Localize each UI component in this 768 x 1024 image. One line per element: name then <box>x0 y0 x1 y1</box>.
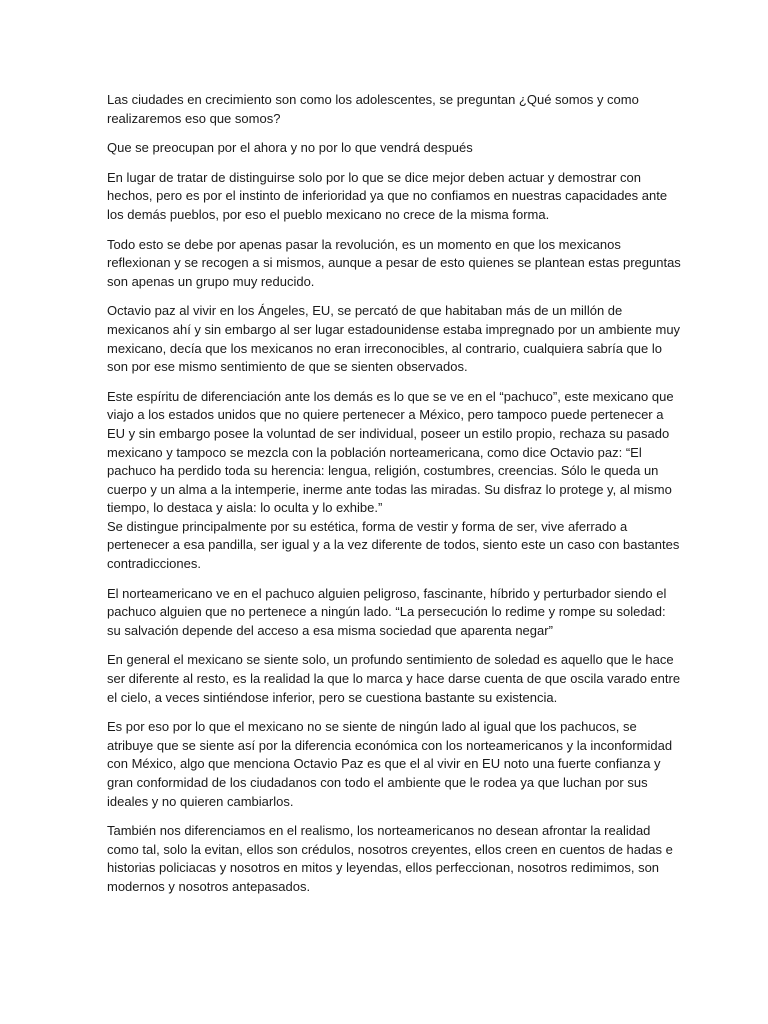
paragraph-7: Se distingue principalmente por su estética, forma de vestir y forma de ser, vive aferrado a pertenecer a esa pandilla, ser igual y a la vez diferente de todos, siento este un caso con bastantes contradicciones. <box>107 518 680 572</box>
paragraph-2: Que se preocupan por el ahora y no por lo que vendrá después <box>107 140 473 156</box>
paragraph-5: Octavio paz al vivir en los Ángeles, EU, se percató de que habitaban más de un millón de mexicanos ahí y sin embargo al ser lugar estadounidense estaba impregnado por un ambiente muy mexicano, decía que los mexicanos no eran irreconocibles, al contrario, cualquiera sabría que lo son por ese mismo sentimiento de que se sienten observados. <box>107 303 681 375</box>
paragraph-4: Todo esto se debe por apenas pasar la revolución, es un momento en que los mexicanos reflexionan y se recogen a si mismos, aunque a pesar de esto quienes se plantean estas preguntas son apenas un grupo muy reducido. <box>107 236 681 289</box>
paragraph-6: Este espíritu de diferenciación ante los demás es lo que se ve en el “pachuco”, este mexicano que viajo a los estados unidos que no quiere pertenecer a México, pero tampoco puede pertenecer a EU y sin embargo posee la voluntad de ser individual, poseer un estilo propio, rechaza su pasado mexicano y tampoco se mezcla con la población norteamericana, como dice Octavio paz: “El pachuco ha perdido toda su herencia: lengua, religión, costumbres, creencias. Sólo le queda un cuerpo y un alma a la intemperie, inerme ante todas las miradas. Su disfraz lo protege y, al mismo tiempo, lo destaca y aisla: lo oculta y lo exhibe.” <box>107 388 674 516</box>
paragraph-1: Las ciudades en crecimiento son como los adolescentes, se preguntan ¿Qué somos y como realizaremos eso que somos? <box>107 92 639 126</box>
paragraph-9: En general el mexicano se siente solo, un profundo sentimiento de soledad es aquello que le hace ser diferente al resto, es la realidad la que lo marca y hace darse cuenta de que oscila varado entre el cielo, a veces sintiéndose inferior, pero se cuestiona bastante su existencia. <box>107 652 681 705</box>
paragraph-11: También nos diferenciamos en el realismo, los norteamericanos no desean afrontar la realidad como tal, solo la evitan, ellos son crédulos, nosotros creyentes, ellos creen en cuentos de hadas e historias policiacas y nosotros en mitos y leyendas, ellos perfeccionan, nosotros redimimos, son modernos y nosotros antepasados. <box>107 823 673 894</box>
paragraph-8: El norteamericano ve en el pachuco alguien peligroso, fascinante, híbrido y perturbador siendo el pachuco alguien que no pertenece a ningún lado. “La persecución lo redime y rompe su soledad: su salvación depende del acceso a esa misma sociedad que aparenta negar” <box>107 585 667 638</box>
paragraph-10: Es por eso por lo que el mexicano no se siente de ningún lado al igual que los pachucos, se atribuye que se siente así por la diferencia económica con los norteamericanos y la inconformidad con México, algo que menciona Octavio Paz es que el al vivir en EU noto una fuerte confianza y gran conformidad de los ciudadanos con todo el ambiente que le rodea ya que luchan por sus ideales y no quieren cambiarlos. <box>107 719 673 809</box>
paragraph-3: En lugar de tratar de distinguirse solo por lo que se dice mejor deben actuar y demostrar con hechos, pero es por el instinto de inferioridad ya que no confiamos en nuestras capacidades ante los demás pueblos, por eso el pueblo mexicano no crece de la misma forma. <box>107 169 668 222</box>
